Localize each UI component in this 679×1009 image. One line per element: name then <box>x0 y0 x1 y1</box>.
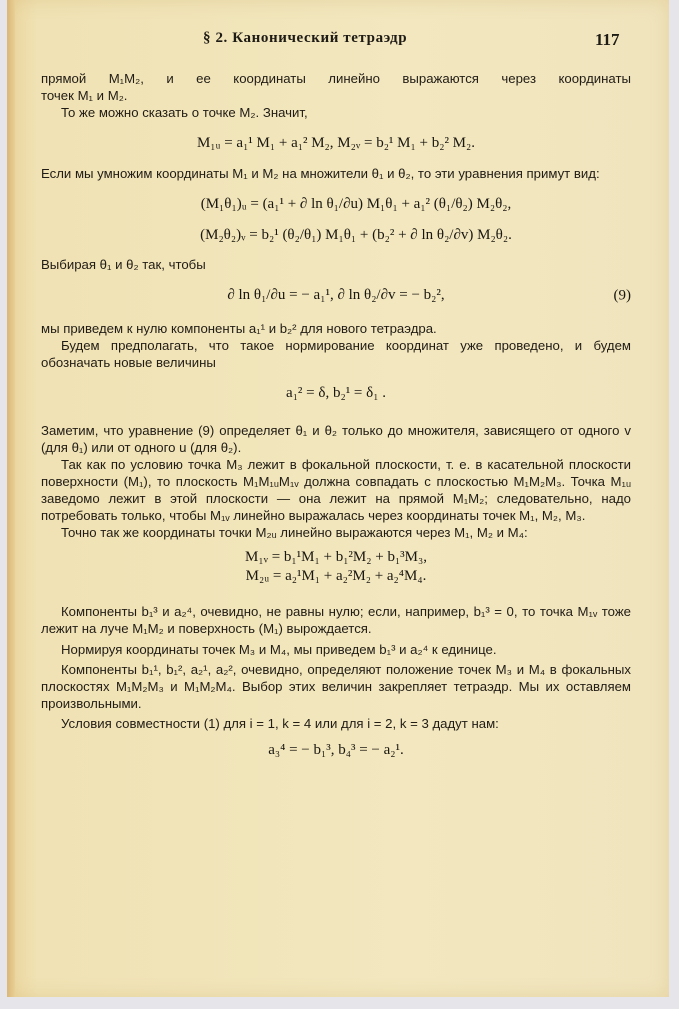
book-page <box>7 0 669 997</box>
paragraph-9: Точно так же координаты точки M₂ᵤ линейно выражаются через M₁, M₂ и M₄: <box>61 525 528 540</box>
equation-1: M₁ᵤ = a₁¹ M₁ + a₁² M₂, M₂ᵥ = b₂¹ M₁ + b₂² M₂. <box>196 135 476 151</box>
equation-3a: M₁ᵥ = b₁¹M₁ + b₁²M₂ + b₁³M₃, <box>245 549 427 565</box>
paragraph-10: Компоненты b₁³ и a₂⁴, очевидно, не равны нулю; если, например, b₁³ = 0, то точка M₁ᵥ тоже лежит на луче M₁M₂ и поверхность (M₁) вырождается. <box>41 604 631 636</box>
page-number: 117 <box>595 30 620 49</box>
paragraph-1-line-2: точек M₁ и M₂. <box>41 88 128 103</box>
paragraph-6: Будем предполагать, что такое нормирование координат уже проведено, и будем обозначать новые величины <box>41 338 631 370</box>
paragraph-3: Если мы умножим координаты M₁ и M₂ на множители θ₁ и θ₂, то эти уравнения примут вид: <box>41 166 600 181</box>
equation-9-body: ∂ ln θ₁/∂u = − a₁¹, ∂ ln θ₂/∂v = − b₂², <box>227 287 445 303</box>
equation-new-values: a₁² = δ, b₂¹ = δ₁ . <box>286 385 386 401</box>
equation-final: a₃⁴ = − b₁³, b₄³ = − a₂¹. <box>268 742 404 758</box>
paragraph-7: Заметим, что уравнение (9) определяет θ₁ и θ₂ только до множителя, зависящего от одного v (для θ₁) или от одного u (для θ₂). <box>41 423 631 455</box>
equation-2b: (M₂θ₂)ᵥ = b₂¹ (θ₂/θ₁) M₁θ₁ + (b₂² + ∂ ln θ₂/∂v) M₂θ₂. <box>200 227 512 243</box>
paragraph-5: мы приведем к нулю компоненты a₁¹ и b₂² для нового тетраэдра. <box>41 321 437 336</box>
equation-3b: M₂ᵤ = a₂¹M₁ + a₂²M₂ + a₂⁴M₄. <box>245 568 427 584</box>
paragraph-12: Компоненты b₁¹, b₁², a₂¹, a₂², очевидно, определяют положение точек M₃ и M₄ в фокальных плоскостях M₁M₂M₃ и M₁M₂M₄. Выбор этих величин закрепляет тетраэдр. Мы их оставляем произвольными. <box>41 662 631 711</box>
paragraph-13: Условия совместности (1) для i = 1, k = 4 или для i = 2, k = 3 дадут нам: <box>61 716 499 731</box>
paragraph-1-line-1: прямой M₁M₂, и ее координаты линейно выражаются через координаты <box>41 71 631 86</box>
equation-2a: (M₁θ₁)ᵤ = (a₁¹ + ∂ ln θ₁/∂u) M₁θ₁ + a₁² (θ₁/θ₂) M₂θ₂, <box>200 196 512 212</box>
equation-9-label: (9) <box>613 287 631 303</box>
running-header <box>7 30 669 54</box>
section-title: § 2. Канонический тетраэдр <box>203 30 408 46</box>
paragraph-11: Нормируя координаты точек M₃ и M₄, мы приведем b₁³ и a₂⁴ к единице. <box>61 642 497 657</box>
paragraph-8: Так как по условию точка M₃ лежит в фокальной плоскости, т. е. в касательной плоскости поверхности (M₁), то плоскость M₁M₁ᵤM₁ᵥ должна совпадать с плоскостью M₁M₂M₃. Точка M₁ᵤ заведомо лежит в этой плоскости — она лежит на прямой M₁M₂; следовательно, надо потребовать только, чтобы M₁ᵥ линейно выражалась через координаты точек M₁, M₂, M₃. <box>41 457 631 523</box>
paragraph-4: Выбирая θ₁ и θ₂ так, чтобы <box>41 257 206 272</box>
paragraph-2: То же можно сказать о точке M₂. Значит, <box>61 105 308 120</box>
page-body <box>41 70 631 759</box>
equation-9 <box>41 287 631 304</box>
